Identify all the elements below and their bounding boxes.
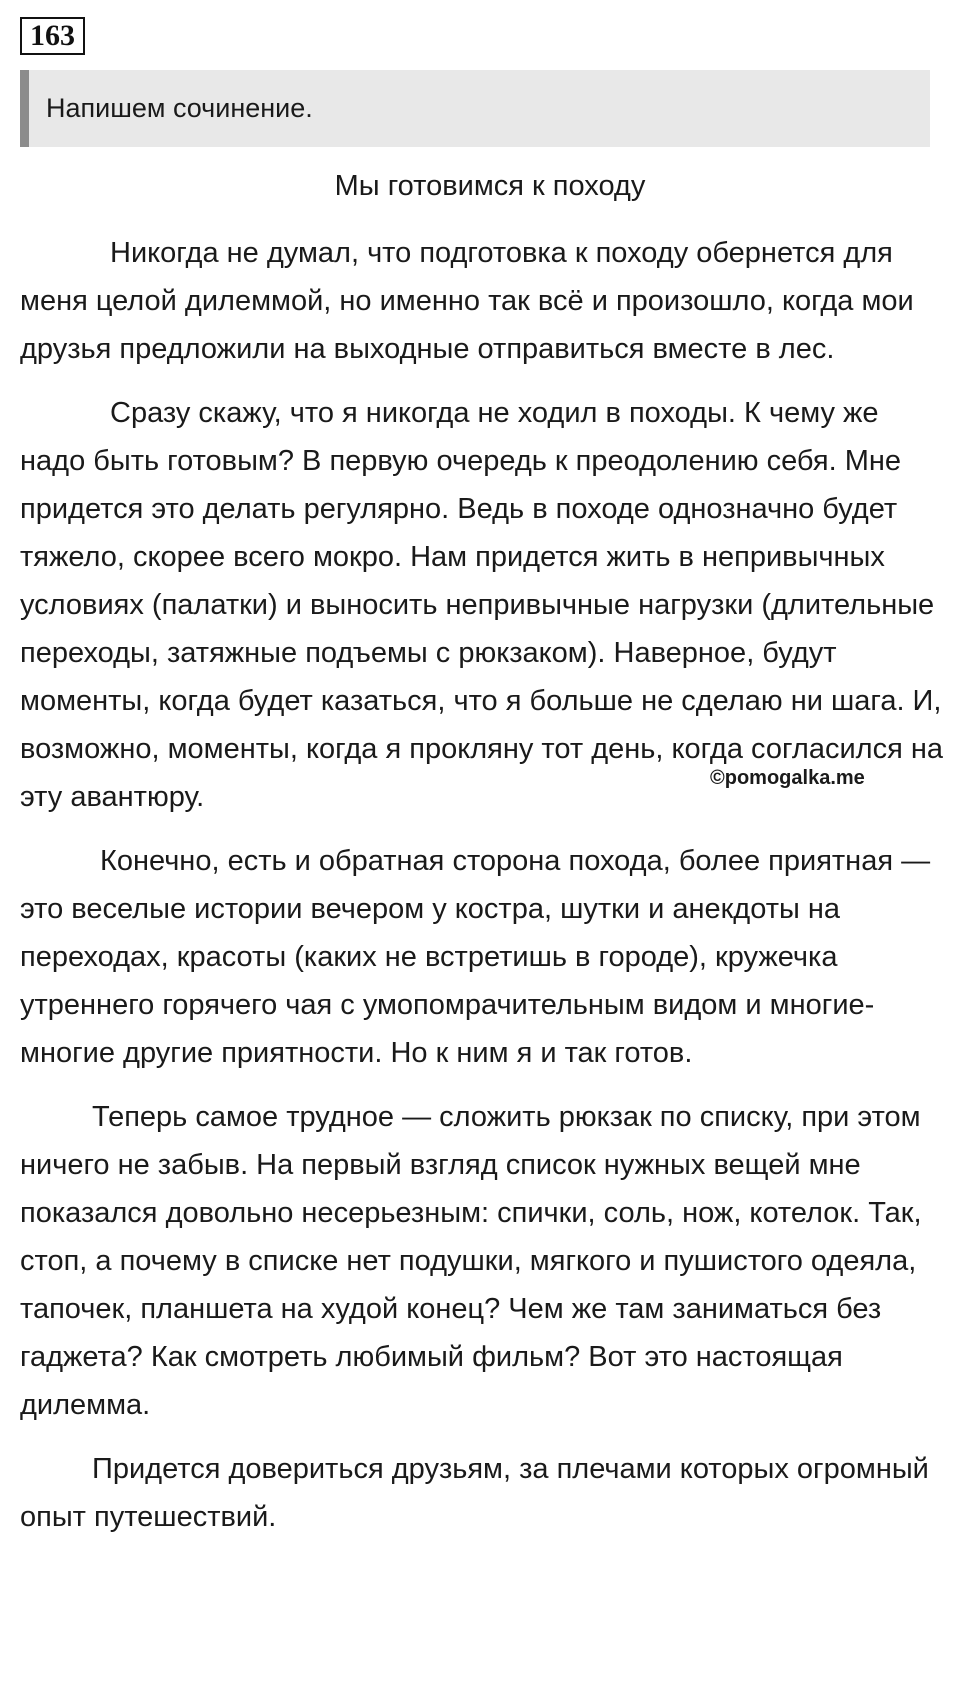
task-instruction-banner — [20, 70, 930, 147]
essay-paragraph: Теперь самое трудное — сложить рюкзак по списку, при этом ничего не забыв. На первый взгляд список нужных вещей мне показался довольно несерьезным: спички, соль, нож, котелок. Так, стоп, а почему в списке нет подушки, мягкого и пушистого одеяла, тапочек, планшета на худой конец? Чем же там заниматься без гаджета? Как смотреть любимый фильм? Вот это настоящая дилемма. — [20, 1101, 922, 1421]
essay-paragraph: Сразу скажу, что я никогда не ходил в походы. К чему же надо быть готовым? В первую очередь к преодолению себя. Мне придется это делать регулярно. Ведь в походе однозначно будет тяжело, скорее всего мокро. Нам придется жить в непривычных условиях (палатки) и выносить непривычные нагрузки (длительные переходы, затяжные подъемы с рюкзаком). Наверное, будут моменты, когда будет казаться, что я больше не сделаю ни шага. И, возможно, моменты, когда я прокляну тот день, когда согласился на эту авантюру. — [20, 397, 943, 813]
watermark: ©pomogalka.me — [710, 767, 865, 789]
essay-title: Мы готовимся к походу — [334, 170, 646, 202]
task-number-badge: 163 — [20, 17, 85, 55]
essay-paragraph: Никогда не думал, что подготовка к походу обернется для меня целой дилеммой, но именно так всё и произошло, когда мои друзья предложили на выходные отправиться вместе в лес. — [20, 237, 914, 365]
essay-paragraph: Конечно, есть и обратная сторона похода, более приятная — это веселые истории вечером у костра, шутки и анекдоты на переходах, красоты (каких не встретишь в городе), кружечка утреннего горячего чая с умопомрачительным видом и многие-многие другие приятности. Но к ним я и так готов. — [20, 845, 931, 1069]
essay-body — [20, 229, 950, 1557]
essay-paragraph: Придется довериться друзьям, за плечами которых огромный опыт путешествий. — [20, 1453, 929, 1533]
task-instruction-text: Напишем сочинение. — [46, 93, 313, 123]
